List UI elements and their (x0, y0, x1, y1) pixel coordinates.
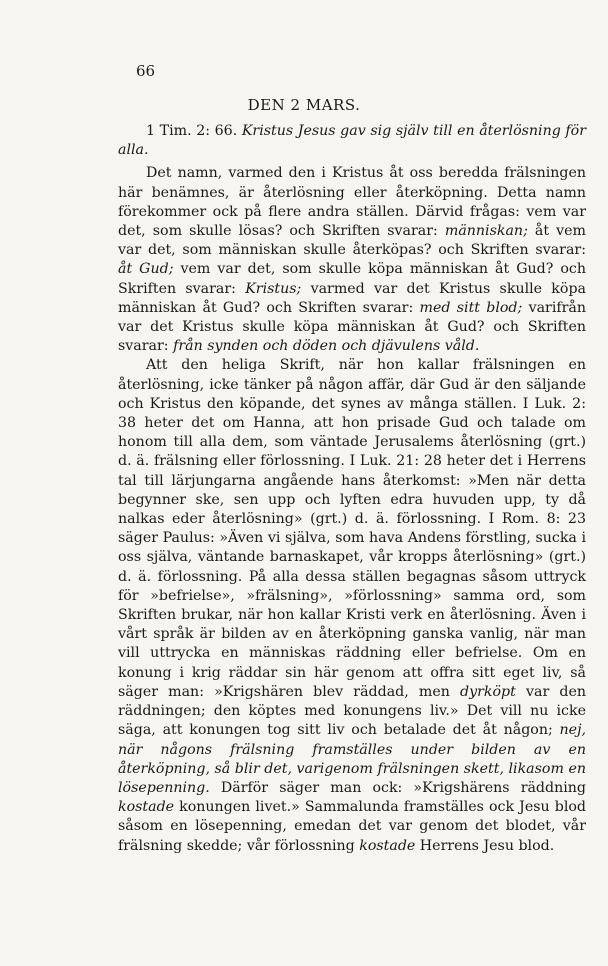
paragraph (118, 164, 586, 356)
page-number: 66 (136, 62, 156, 80)
paragraph-text: var den räddningen; den köptes med konungens liv.» Det vill nu icke säga, att konungen tog sitt liv och betalade det åt någon; (118, 683, 586, 739)
emphasis-text: dyrköpt (460, 683, 516, 700)
paragraph-text: Det namn, varmed den i Kristus åt oss beredda frälsningen här benämnes, är återlösning eller återköpning. Detta namn förekommer ock på flere andra ställen. Därvid frågas: vem var det, som skulle lösas? och Skriften svarar: (118, 165, 586, 240)
emphasis-text: människan; (444, 223, 528, 240)
bible-verse (118, 122, 586, 160)
verse-text: Kristus Jesus gav sig själv till en återlösning för alla. (118, 123, 587, 159)
paragraph-text: vem var det, som skulle köpa människan åt Gud? och Skriften svarar: (118, 261, 586, 297)
paragraph-text: Att den heliga Skrift, när hon kallar frälsningen en återlösning, icke tänker på någon affär, där Gud är den säljande och Kristus den köpande, det synes av många ställen. I Luk. 2: 38 heter det om Hanna, att hon prisade Gud och talade om honom till alla dem, som väntade Jerusalems återlösning (grt.) d. ä. frälsning eller förlossning. I Luk. 21: 28 heter det i Herrens tal till lärjungarna angående hans återkomst: »Men när detta begynner ske, sen upp och lyften edra huvuden upp, ty då nalkas eder återlösning» (grt.) d. ä. förlossning. I Rom. 8: 23 säger Paulus: »Även vi själva, som hava Andens förstling, sucka i oss själva, väntande barnaskapet, vår kropps återlösning» (grt.) d. ä. förlossning. På alla dessa ställen begagnas såsom uttryck för »befrielse», »frälsning», »förlossning» samma ord, som Skriften brukar, när hon kallar Kristi verk en återlösning. Även i vårt språk är bilden av en återköpning ganska vanlig, när man vill uttrycka en människas räddning eller befrielse. Om en konung i krig räddar sin här genom att offra sitt eget liv, så säger man: »Krigshären blev räddad, men (118, 357, 586, 700)
paragraph-text: Herrens Jesu blod. (415, 837, 555, 854)
body-paragraphs (118, 164, 586, 855)
emphasis-text: från synden och döden och djävulens våld. (173, 338, 480, 355)
page-body (118, 122, 586, 856)
paragraph-text: varmed var det Kristus skulle köpa människan åt Gud? och Skriften svarar: (118, 280, 586, 316)
paragraph (118, 356, 586, 855)
emphasis-text: Kristus; (245, 280, 302, 297)
paragraph-text: konungen livet.» Sammalunda framställes ock Jesu blod såsom en lösepenning, emedan det var genom det blodet, vår frälsning skedde; vår förlossning (118, 799, 586, 854)
emphasis-text: med sitt blod; (419, 299, 523, 316)
emphasis-text: kostade (118, 799, 175, 816)
paragraph-text: Därför säger man ock: »Krigshärens räddning (209, 779, 586, 796)
emphasis-text: nej, när någons frälsning framställes under bilden av en återköpning, så blir det, varigenom frälsningen skett, likasom en lösepenning. (118, 722, 586, 796)
verse-reference: 1 Tim. 2: 66. (146, 123, 238, 139)
paragraph-text: åt vem var det, som människan skulle återköpas? och Skriften svarar: (118, 223, 587, 259)
running-head: DEN 2 MARS. (247, 96, 361, 114)
emphasis-text: kostade (359, 837, 416, 854)
emphasis-text: åt Gud; (118, 261, 174, 278)
paragraph-text: varifrån var det Kristus skulle köpa människan åt Gud? och Skriften svarar: (118, 299, 586, 355)
